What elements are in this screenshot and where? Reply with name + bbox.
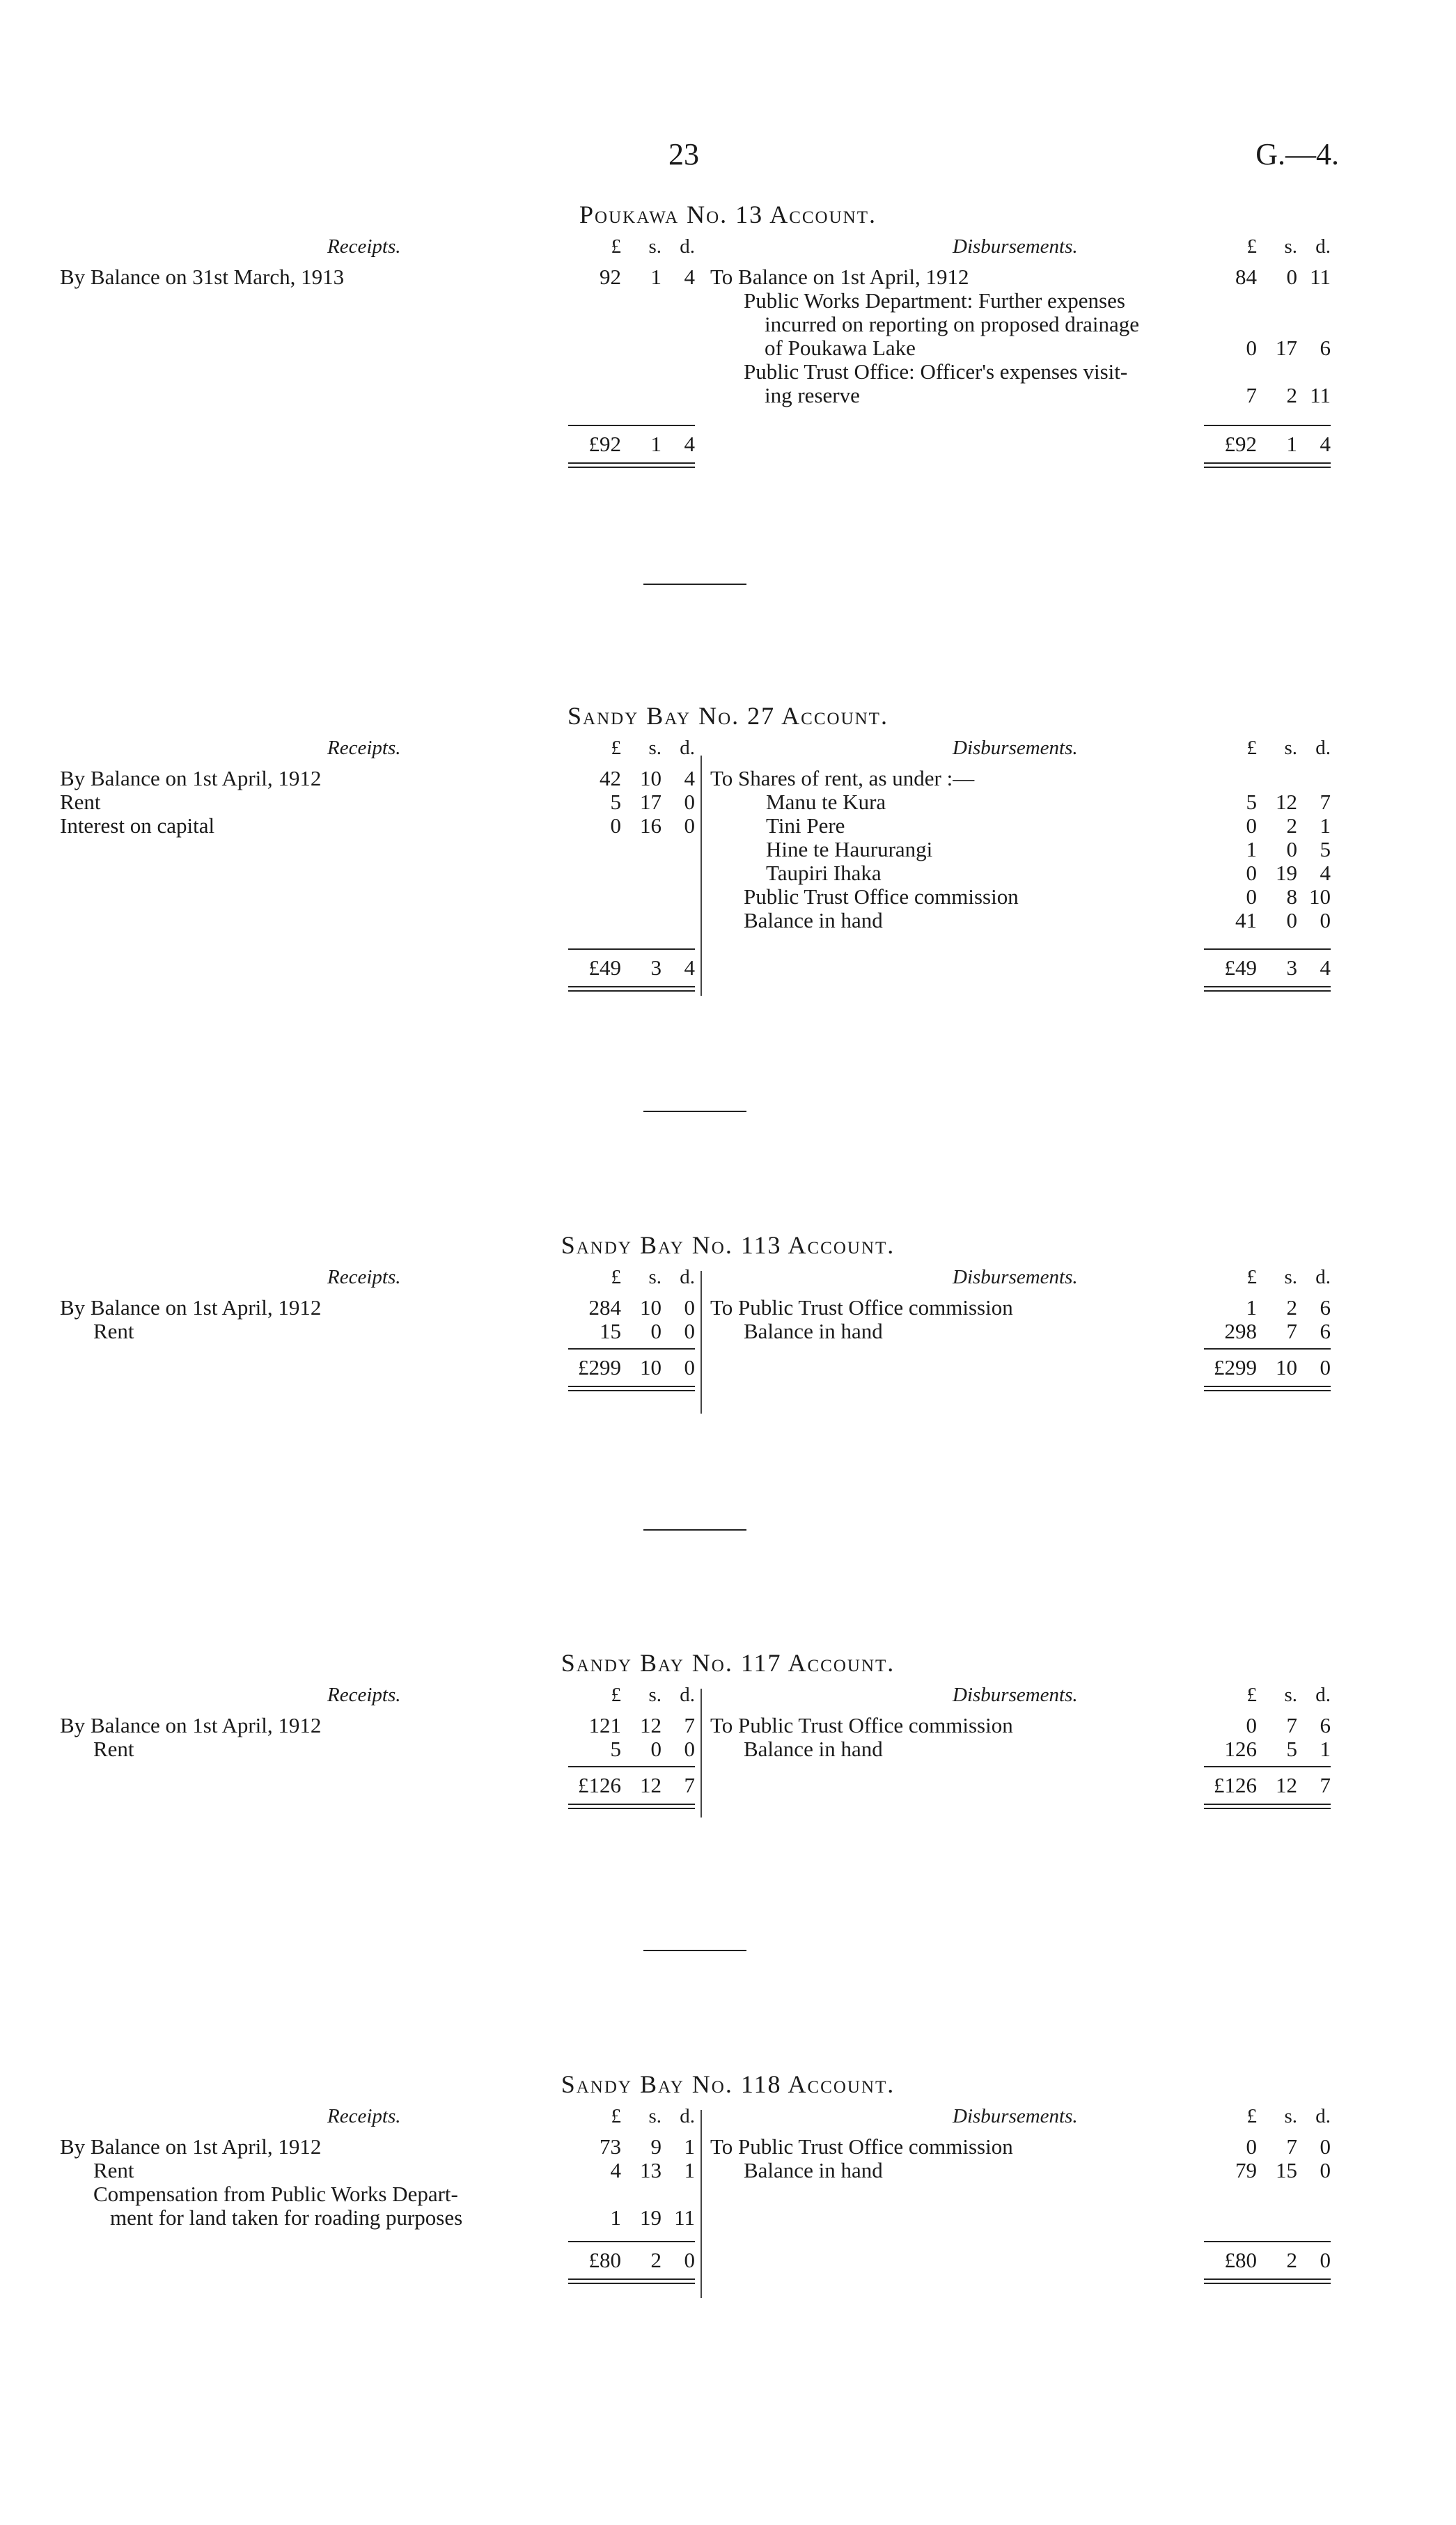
disbursement-label: To Balance on 1st April, 1912 [710,265,969,289]
receipts-header: Receipts. [327,737,401,759]
disbursements-header: Disbursements. [953,235,1078,258]
amount-l: £92 [588,432,621,456]
disbursement-label: To Public Trust Office commission [710,1713,1013,1737]
disbursement-amount [1201,2158,1331,2183]
receipts-total-rule [568,2241,695,2242]
currency-d: d. [680,1266,695,1288]
receipt-label: Rent [93,2158,134,2182]
amount-d: 0 [1320,2248,1331,2272]
amount-d: 6 [1320,336,1331,360]
amount-s: 16 [640,813,662,838]
amount-l: 7 [1246,383,1257,407]
disbursement-label: Balance in hand [744,2158,883,2182]
amount-s: 12 [640,1713,662,1737]
amount-d: 1 [1320,813,1331,838]
column-divider [700,1271,702,1414]
receipt-amount [565,1713,695,1738]
amount-s: 17 [1276,336,1297,360]
amount-l: 0 [1246,813,1257,838]
amount-l: 298 [1224,1319,1257,1343]
disbursement-label: Tini Pere [766,813,845,838]
amount-s: 10 [1276,1355,1297,1379]
disbursement-amount [1201,336,1331,361]
receipts-total-rule [568,1348,695,1350]
amount-s: 1 [650,432,662,456]
disbursements-total-rule [1204,1348,1331,1350]
account-block [0,2072,1456,2406]
receipt-label-cont: ment for land taken for roading purposes [110,2205,463,2230]
amount-s: 12 [640,1773,662,1797]
receipts-total [565,1355,695,1380]
receipt-label: Rent [93,1319,134,1343]
disbursement-amount [1201,813,1331,838]
disbursements-header: Disbursements. [953,1684,1078,1706]
currency-d: d. [1315,235,1331,258]
amount-l: £80 [1224,2248,1257,2272]
currency-l: £ [1246,235,1257,258]
receipts-total-double-rule [568,1804,695,1809]
amount-s: 2 [1286,813,1297,838]
amount-s: 19 [640,2205,662,2230]
amount-d: 11 [1310,383,1331,407]
amount-s: 9 [650,2134,662,2159]
amount-d: 0 [1320,908,1331,932]
disbursement-label: To Public Trust Office commission [710,1295,1013,1320]
amount-s: 17 [640,790,662,814]
receipt-amount [565,1319,695,1344]
column-divider [700,756,702,996]
amount-s: 2 [1286,2248,1297,2272]
disbursement-amount [1201,884,1331,909]
amount-d: 7 [1320,1773,1331,1797]
receipt-label: By Balance on 1st April, 1912 [60,1295,322,1320]
currency-s: s. [1284,737,1297,759]
amount-d: 0 [1320,2134,1331,2159]
disbursement-label: To Shares of rent, as under :— [710,766,975,790]
amount-d: 6 [1320,1713,1331,1737]
disbursement-amount [1201,2134,1331,2159]
receipts-total [565,2248,695,2273]
amount-l: 41 [1235,908,1257,932]
amount-d: 1 [1320,1737,1331,1761]
amount-d: 6 [1320,1319,1331,1343]
amount-s: 10 [640,766,662,790]
amount-s: 15 [1276,2158,1297,2182]
amount-l: 1 [1246,1295,1257,1320]
amount-l: 121 [588,1713,621,1737]
amount-s: 12 [1276,790,1297,814]
amount-l: £49 [588,955,621,980]
amount-s: 5 [1286,1737,1297,1761]
disbursements-total-rule [1204,1766,1331,1767]
account-title: Sandy Bay No. 117 Account. [561,1649,895,1677]
disbursement-amount [1201,383,1331,408]
disbursement-label-cont: incurred on reporting on proposed drainage [765,312,1140,336]
receipts-total [565,432,695,457]
amount-d: 0 [684,1319,695,1343]
amount-d: 0 [1320,2158,1331,2182]
disbursement-amount [1201,1319,1331,1344]
amount-s: 10 [640,1295,662,1320]
currency-s: s. [1284,1684,1297,1706]
account-title: Sandy Bay No. 27 Account. [567,702,889,730]
disbursement-amount [1201,908,1331,933]
amount-d: 4 [684,766,695,790]
currency-l: £ [611,1684,621,1706]
amount-l: £299 [1214,1355,1257,1379]
amount-d: 1 [684,2134,695,2159]
amount-s: 8 [1286,884,1297,909]
disbursement-label: To Public Trust Office commission [710,2134,1013,2159]
currency-s: s. [648,2105,662,2127]
currency-d: d. [1315,2105,1331,2127]
currency-l: £ [611,2105,621,2127]
disbursements-currency-header [1201,234,1331,259]
account-title: Sandy Bay No. 113 Account. [561,1231,895,1259]
currency-l: £ [1246,1684,1257,1706]
account-block [0,1233,1456,1567]
currency-d: d. [680,2105,695,2127]
currency-s: s. [1284,235,1297,258]
amount-l: 15 [600,1319,621,1343]
amount-l: 0 [1246,336,1257,360]
disbursements-currency-header [1201,2104,1331,2129]
currency-s: s. [648,1266,662,1288]
currency-s: s. [648,235,662,258]
receipt-amount [565,813,695,838]
amount-d: 4 [684,955,695,980]
account-title: Poukawa No. 13 Account. [579,201,877,228]
disbursement-label: Balance in hand [744,1319,883,1343]
receipts-currency-header [565,2104,695,2129]
amount-d: 4 [1320,955,1331,980]
amount-d: 0 [684,790,695,814]
amount-d: 10 [1309,884,1331,909]
amount-l: 73 [600,2134,621,2159]
receipt-label: Rent [60,790,101,814]
amount-s: 19 [1276,861,1297,885]
receipts-total [565,955,695,980]
amount-l: £126 [1214,1773,1257,1797]
amount-s: 7 [1286,1319,1297,1343]
currency-s: s. [1284,2105,1297,2127]
currency-d: d. [1315,1266,1331,1288]
receipts-currency-header [565,735,695,760]
receipt-label: Interest on capital [60,813,215,838]
amount-l: 0 [1246,861,1257,885]
disbursements-total-rule [1204,425,1331,426]
amount-l: 42 [600,766,621,790]
account-block [0,1650,1456,1985]
receipt-label: By Balance on 31st March, 1913 [60,265,345,289]
amount-s: 0 [650,1319,662,1343]
disbursements-currency-header [1201,1265,1331,1290]
receipts-total-double-rule [568,462,695,468]
amount-l: 1 [1246,837,1257,861]
column-divider [700,1689,702,1817]
currency-d: d. [1315,1684,1331,1706]
amount-l: £126 [578,1773,621,1797]
amount-s: 13 [640,2158,662,2182]
amount-l: 4 [610,2158,621,2182]
receipts-header: Receipts. [327,1684,401,1706]
disbursement-amount [1201,837,1331,862]
amount-d: 0 [684,813,695,838]
disbursement-label: Manu te Kura [766,790,886,814]
amount-d: 7 [1320,790,1331,814]
account-block [0,703,1456,1038]
disbursements-total-double-rule [1204,986,1331,992]
disbursement-label: Balance in hand [744,1737,883,1761]
amount-d: 0 [684,1295,695,1320]
amount-d: 6 [1320,1295,1331,1320]
page-number: 23 [668,137,699,171]
account-block [0,202,1456,536]
column-divider [700,2110,702,2298]
amount-d: 4 [684,265,695,289]
disbursement-label: Balance in hand [744,908,883,932]
amount-d: 7 [684,1773,695,1797]
amount-s: 2 [1286,383,1297,407]
disbursements-total-rule [1204,2241,1331,2242]
currency-l: £ [1246,737,1257,759]
amount-d: 0 [684,2248,695,2272]
disbursements-currency-header [1201,735,1331,760]
disbursements-currency-header [1201,1682,1331,1707]
page-reference: G.—4. [1255,137,1339,171]
currency-d: d. [680,235,695,258]
amount-l: 1 [610,2205,621,2230]
disbursement-label: Public Trust Office: Officer's expenses visit- [744,359,1128,384]
section-separator [643,1529,746,1531]
receipt-label: By Balance on 1st April, 1912 [60,1713,322,1737]
amount-l: 0 [1246,1713,1257,1737]
amount-s: 0 [650,1737,662,1761]
receipt-label: By Balance on 1st April, 1912 [60,766,322,790]
currency-l: £ [611,737,621,759]
amount-l: £299 [578,1355,621,1379]
amount-d: 4 [1320,432,1331,456]
disbursements-total [1201,432,1331,457]
amount-s: 7 [1286,1713,1297,1737]
amount-s: 12 [1276,1773,1297,1797]
receipts-total-rule [568,948,695,950]
receipt-label: Rent [93,1737,134,1761]
disbursement-label: Taupiri Ihaka [766,861,882,885]
receipt-amount [565,790,695,815]
amount-s: 10 [640,1355,662,1379]
amount-s: 0 [1286,265,1297,289]
currency-s: s. [648,737,662,759]
amount-d: 4 [684,432,695,456]
receipts-total-rule [568,1766,695,1767]
disbursements-header: Disbursements. [953,1266,1078,1288]
amount-s: 3 [650,955,662,980]
amount-l: 5 [610,1737,621,1761]
amount-l: £92 [1224,432,1257,456]
receipts-total [565,1773,695,1798]
amount-d: 7 [684,1713,695,1737]
disbursements-header: Disbursements. [953,2105,1078,2127]
amount-l: £80 [588,2248,621,2272]
section-separator [643,584,746,585]
receipts-currency-header [565,1265,695,1290]
receipt-amount [565,2205,695,2230]
amount-l: 92 [600,265,621,289]
currency-s: s. [648,1684,662,1706]
receipts-currency-header [565,1682,695,1707]
disbursement-label-cont: ing reserve [765,383,860,407]
disbursement-amount [1201,1737,1331,1762]
receipts-currency-header [565,234,695,259]
amount-d: 0 [1320,1355,1331,1379]
disbursement-label: Public Trust Office commission [744,884,1019,909]
amount-d: 11 [1310,265,1331,289]
amount-d: 0 [684,1355,695,1379]
amount-d: 1 [684,2158,695,2182]
amount-s: 2 [1286,1295,1297,1320]
disbursement-amount [1201,1295,1331,1320]
amount-s: 7 [1286,2134,1297,2159]
receipt-label: Compensation from Public Works Depart- [93,2182,458,2206]
amount-d: 4 [1320,861,1331,885]
currency-l: £ [1246,1266,1257,1288]
amount-s: 1 [1286,432,1297,456]
receipt-amount [565,2158,695,2183]
amount-l: 79 [1235,2158,1257,2182]
disbursements-total-double-rule [1204,1804,1331,1809]
amount-d: 5 [1320,837,1331,861]
receipts-header: Receipts. [327,1266,401,1288]
receipt-amount [565,265,695,290]
section-separator [643,1111,746,1112]
account-title: Sandy Bay No. 118 Account. [561,2070,895,2098]
receipt-amount [565,766,695,791]
disbursement-amount [1201,265,1331,290]
disbursements-header: Disbursements. [953,737,1078,759]
disbursement-amount [1201,790,1331,815]
currency-l: £ [1246,2105,1257,2127]
disbursement-amount [1201,1713,1331,1738]
amount-s: 3 [1286,955,1297,980]
amount-s: 0 [1286,908,1297,932]
disbursement-label: Public Works Department: Further expenses [744,288,1125,313]
currency-s: s. [1284,1266,1297,1288]
disbursements-total [1201,1355,1331,1380]
amount-l: 0 [610,813,621,838]
amount-l: 5 [610,790,621,814]
receipt-amount [565,1737,695,1762]
receipts-header: Receipts. [327,2105,401,2127]
amount-l: 284 [588,1295,621,1320]
amount-s: 0 [1286,837,1297,861]
disbursements-total [1201,2248,1331,2273]
currency-d: d. [680,737,695,759]
amount-d: 11 [674,2205,695,2230]
currency-l: £ [611,1266,621,1288]
disbursement-amount [1201,861,1331,886]
disbursements-total-double-rule [1204,1386,1331,1391]
amount-l: 0 [1246,884,1257,909]
receipts-total-double-rule [568,1386,695,1391]
receipts-total-double-rule [568,2278,695,2284]
disbursements-total [1201,955,1331,980]
disbursements-total-double-rule [1204,462,1331,468]
disbursements-total-double-rule [1204,2278,1331,2284]
disbursement-label-cont: of Poukawa Lake [765,336,916,360]
amount-l: £49 [1224,955,1257,980]
receipts-header: Receipts. [327,235,401,258]
disbursements-total [1201,1773,1331,1798]
amount-l: 126 [1224,1737,1257,1761]
section-separator [643,1950,746,1951]
currency-d: d. [680,1684,695,1706]
receipt-amount [565,2134,695,2159]
amount-d: 0 [684,1737,695,1761]
disbursements-total-rule [1204,948,1331,950]
receipts-total-rule [568,425,695,426]
receipt-label: By Balance on 1st April, 1912 [60,2134,322,2159]
disbursement-label: Hine te Haururangi [766,837,933,861]
amount-l: 5 [1246,790,1257,814]
amount-s: 2 [650,2248,662,2272]
amount-s: 1 [650,265,662,289]
amount-l: 84 [1235,265,1257,289]
currency-d: d. [1315,737,1331,759]
receipt-amount [565,1295,695,1320]
receipts-total-double-rule [568,986,695,992]
currency-l: £ [611,235,621,258]
amount-l: 0 [1246,2134,1257,2159]
